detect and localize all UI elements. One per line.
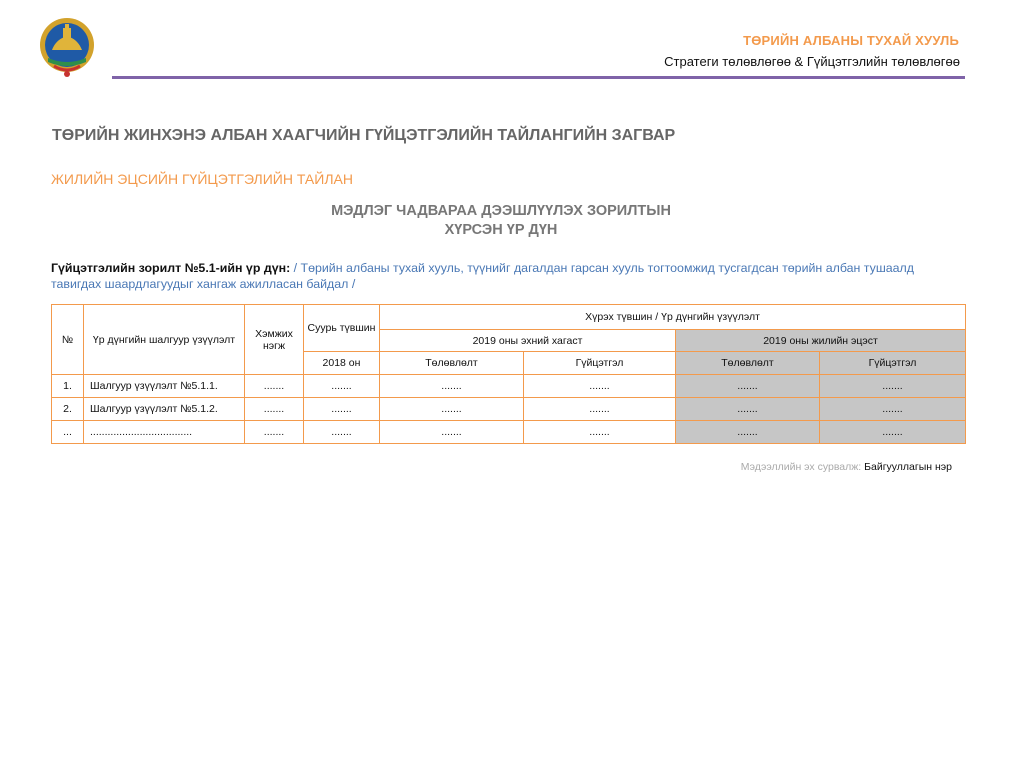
header-divider bbox=[112, 76, 965, 79]
half-performance-cell: ....... bbox=[524, 398, 676, 421]
col-header-year-plan: Төлөвлөлт bbox=[676, 352, 820, 375]
unit-cell: ....... bbox=[245, 375, 304, 398]
section-title-line-1: МЭДЛЭГ ЧАДВАРАА ДЭЭШЛҮҮЛЭХ ЗОРИЛТЫН bbox=[331, 203, 671, 219]
year-performance-cell: ....... bbox=[820, 421, 966, 444]
indicator-cell: Шалгуур үзүүлэлт №5.1.1. bbox=[84, 375, 245, 398]
table-row bbox=[52, 398, 966, 421]
document-title: ТӨРИЙН ЖИНХЭНЭ АЛБАН ХААГЧИЙН ГҮЙЦЭТГЭЛИЙН ТАЙЛАНГИЙН ЗАГВАР bbox=[52, 127, 676, 144]
col-header-half-year: 2019 оны эхний хагаст bbox=[380, 330, 676, 352]
year-performance-cell: ....... bbox=[820, 398, 966, 421]
indicator-cell: ................................... bbox=[84, 421, 245, 444]
source-value: Байгууллагын нэр bbox=[864, 461, 952, 473]
col-header-no: № bbox=[52, 305, 84, 375]
col-header-indicator: Үр дүнгийн шалгуур үзүүлэлт bbox=[84, 305, 245, 375]
table-row bbox=[52, 375, 966, 398]
section-title-line-2: ХҮРСЭН ҮР ДҮН bbox=[444, 222, 558, 238]
col-header-baseline: Суурь түвшин bbox=[304, 305, 380, 352]
col-header-target: Хүрэх түвшин / Үр дүнгийн үзүүлэлт bbox=[380, 305, 966, 330]
half-plan-cell: ....... bbox=[380, 398, 524, 421]
state-emblem-icon bbox=[38, 16, 96, 78]
law-title: ТӨРИЙН АЛБАНЫ ТУХАЙ ХУУЛЬ bbox=[743, 33, 959, 48]
table-row bbox=[52, 421, 966, 444]
indicator-cell: Шалгуур үзүүлэлт №5.1.2. bbox=[84, 398, 245, 421]
baseline-cell: ....... bbox=[304, 421, 380, 444]
results-table bbox=[51, 304, 966, 444]
source-label: Мэдээллийн эх сурвалж: bbox=[740, 461, 865, 473]
unit-cell: ....... bbox=[245, 398, 304, 421]
baseline-cell: ....... bbox=[304, 398, 380, 421]
year-plan-cell: ....... bbox=[676, 375, 820, 398]
year-plan-cell: ....... bbox=[676, 398, 820, 421]
baseline-cell: ....... bbox=[304, 375, 380, 398]
data-source bbox=[741, 461, 952, 473]
year-performance-cell: ....... bbox=[820, 375, 966, 398]
half-plan-cell: ....... bbox=[380, 421, 524, 444]
report-subtitle: ЖИЛИЙН ЭЦСИЙН ГҮЙЦЭТГЭЛИЙН ТАЙЛАН bbox=[51, 171, 353, 187]
half-performance-cell: ....... bbox=[524, 375, 676, 398]
col-header-baseline-year: 2018 он bbox=[304, 352, 380, 375]
col-header-half-performance: Гүйцэтгэл bbox=[524, 352, 676, 375]
col-header-half-plan: Төлөвлөлт bbox=[380, 352, 524, 375]
section-title bbox=[0, 202, 1002, 240]
row-number: ... bbox=[52, 421, 84, 444]
unit-cell: ....... bbox=[245, 421, 304, 444]
col-header-year-end: 2019 оны жилийн эцэст bbox=[676, 330, 966, 352]
goal-label: Гүйцэтгэлийн зорилт №5.1-ийн үр дүн: bbox=[51, 261, 291, 275]
col-header-year-performance: Гүйцэтгэл bbox=[820, 352, 966, 375]
col-header-unit: Хэмжих нэгж bbox=[245, 305, 304, 375]
plan-subtitle: Стратеги төлөвлөгөө & Гүйцэтгэлийн төлөвлөгөө bbox=[664, 54, 960, 69]
goal-statement bbox=[51, 260, 966, 292]
goal-text: / Төрийн албаны тухай хууль, түүнийг дагалдан гарсан хууль тогтоомжид тусгагдсан төрийн албан тушаалд тавигдах шаардлагуудыг хангаж ажилласан байдал / bbox=[51, 261, 914, 291]
half-plan-cell: ....... bbox=[380, 375, 524, 398]
year-plan-cell: ....... bbox=[676, 421, 820, 444]
row-number: 2. bbox=[52, 398, 84, 421]
row-number: 1. bbox=[52, 375, 84, 398]
half-performance-cell: ....... bbox=[524, 421, 676, 444]
